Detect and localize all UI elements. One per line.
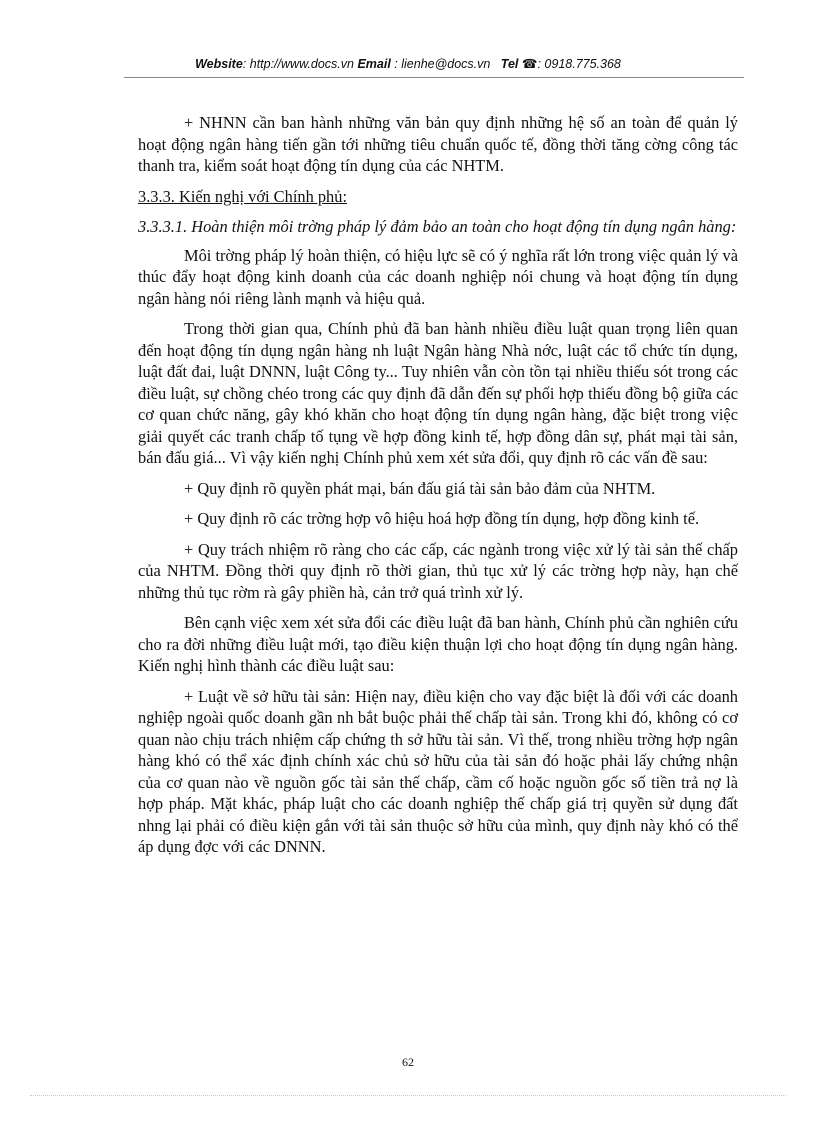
tel-value: : 0918.775.368	[537, 57, 621, 71]
email-label: Email	[357, 57, 391, 71]
subsection-heading: 3.3.3.1. Hoàn thiện môi trờng pháp lý đảm bảo an toàn cho hoạt động tín dụng ngân hàng:	[138, 217, 737, 236]
paragraph: Bên cạnh việc xem xét sửa đổi các điều luật đã ban hành, Chính phủ cần nghiên cứu cho ra đời những điều luật mới, tạo điều kiện thuận lợi cho hoạt động tín dụng ngân hàng. Kiến nghị hình thành các điều luật sau:	[138, 613, 738, 675]
email-value: : lienhe@docs.vn	[390, 57, 491, 71]
paragraph: + NHNN cần ban hành những văn bản quy định những hệ số an toàn để quản lý hoạt động ngân hàng tiến gần tới những tiêu chuẩn quốc tế, đồng thời tăng cờng công tác thanh tra, kiểm soát hoạt động tín dụng của các NHTM.	[138, 113, 738, 175]
paragraph: + Quy định rõ quyền phát mại, bán đấu giá tài sản bảo đảm của NHTM.	[184, 478, 656, 498]
page-number: 62	[402, 1055, 414, 1069]
tel-label: Tel	[500, 57, 519, 71]
header-divider	[124, 77, 744, 78]
paragraph: + Luật về sở hữu tài sản: Hiện nay, điều kiện cho vay đặc biệt là đối với các doanh nghiệp ngoài quốc doanh gần nh bắt buộc phải thế chấp tài sản. Trong khi đó, không có cơ quan nào chịu trách nhiệm cấp chứng th sở hữu tài sản. Vì thế, trong nhiều trờng hợp ngân hàng khó có thể xác định chính xác chủ sở hữu của tài sản đó hoặc phải lấy chứng nhận của cơ quan nào về nguồn gốc tài sản thế chấp, cầm cố hoặc nguồn gốc số tiền trả nợ là hợp pháp. Mặt khác, pháp luật cho các doanh nghiệp thế chấp giá trị quyền sử dụng đất nhng lại phải có điều kiện gắn với tài sản thuộc sở hữu của mình, quy định này khó có thể áp dụng đợc với các DNNN.	[138, 686, 738, 856]
section-heading-text: 3.3.3. Kiến nghị với Chính phủ:	[138, 186, 347, 206]
phone-icon: ☎	[521, 57, 538, 71]
paragraph: Môi trờng pháp lý hoàn thiện, có hiệu lực sẽ có ý nghĩa rất lớn trong việc quản lý và thúc đẩy hoạt động kinh doanh của các doanh nghiệp nói chung và hoạt động tín dụng ngân hàng nói riêng lành mạnh và hiệu quả.	[138, 245, 738, 308]
section-heading	[138, 186, 738, 208]
website-label: Website	[195, 57, 243, 71]
paragraph: + Quy trách nhiệm rõ ràng cho các cấp, các ngành trong việc xử lý tài sản thế chấp của NHTM. Đồng thời quy định rõ thời gian, thủ tục xử lý các trờng hợp này, hạn chế những thủ tục rờm rà gây phiền hà, cản trở quá trình xử lý.	[138, 539, 738, 602]
document-body	[138, 112, 738, 867]
footer-divider	[30, 1095, 786, 1096]
page-header	[0, 56, 816, 71]
paragraph: Trong thời gian qua, Chính phủ đã ban hành nhiều điều luật quan trọng liên quan đến hoạt động tín dụng ngân hàng nh luật Ngân hàng Nhà nớc, luật các tổ chức tín dụng, luật đất đai, luật DNNN, luật Công ty... Tuy nhiên vẫn còn tồn tại nhiều thiếu sót trong các điều luật, sự chồng chéo trong các quy định đã dẫn đến sự phối hợp thiếu đồng bộ giữa các cơ quan chức năng, gây khó khăn cho hoạt động tín dụng ngân hàng, đặc biệt trong việc giải quyết các tranh chấp tố tụng về hợp đồng kinh tế, hợp đồng dân sự, phát mại tài sản, bán đấu giá... Vì vậy kiến nghị Chính phủ xem xét sửa đổi, quy định rõ các vấn đề sau:	[138, 319, 738, 467]
website-value: : http://www.docs.vn	[242, 57, 354, 71]
paragraph: + Quy định rõ các trờng hợp vô hiệu hoá hợp đồng tín dụng, hợp đồng kinh tế.	[184, 509, 700, 528]
